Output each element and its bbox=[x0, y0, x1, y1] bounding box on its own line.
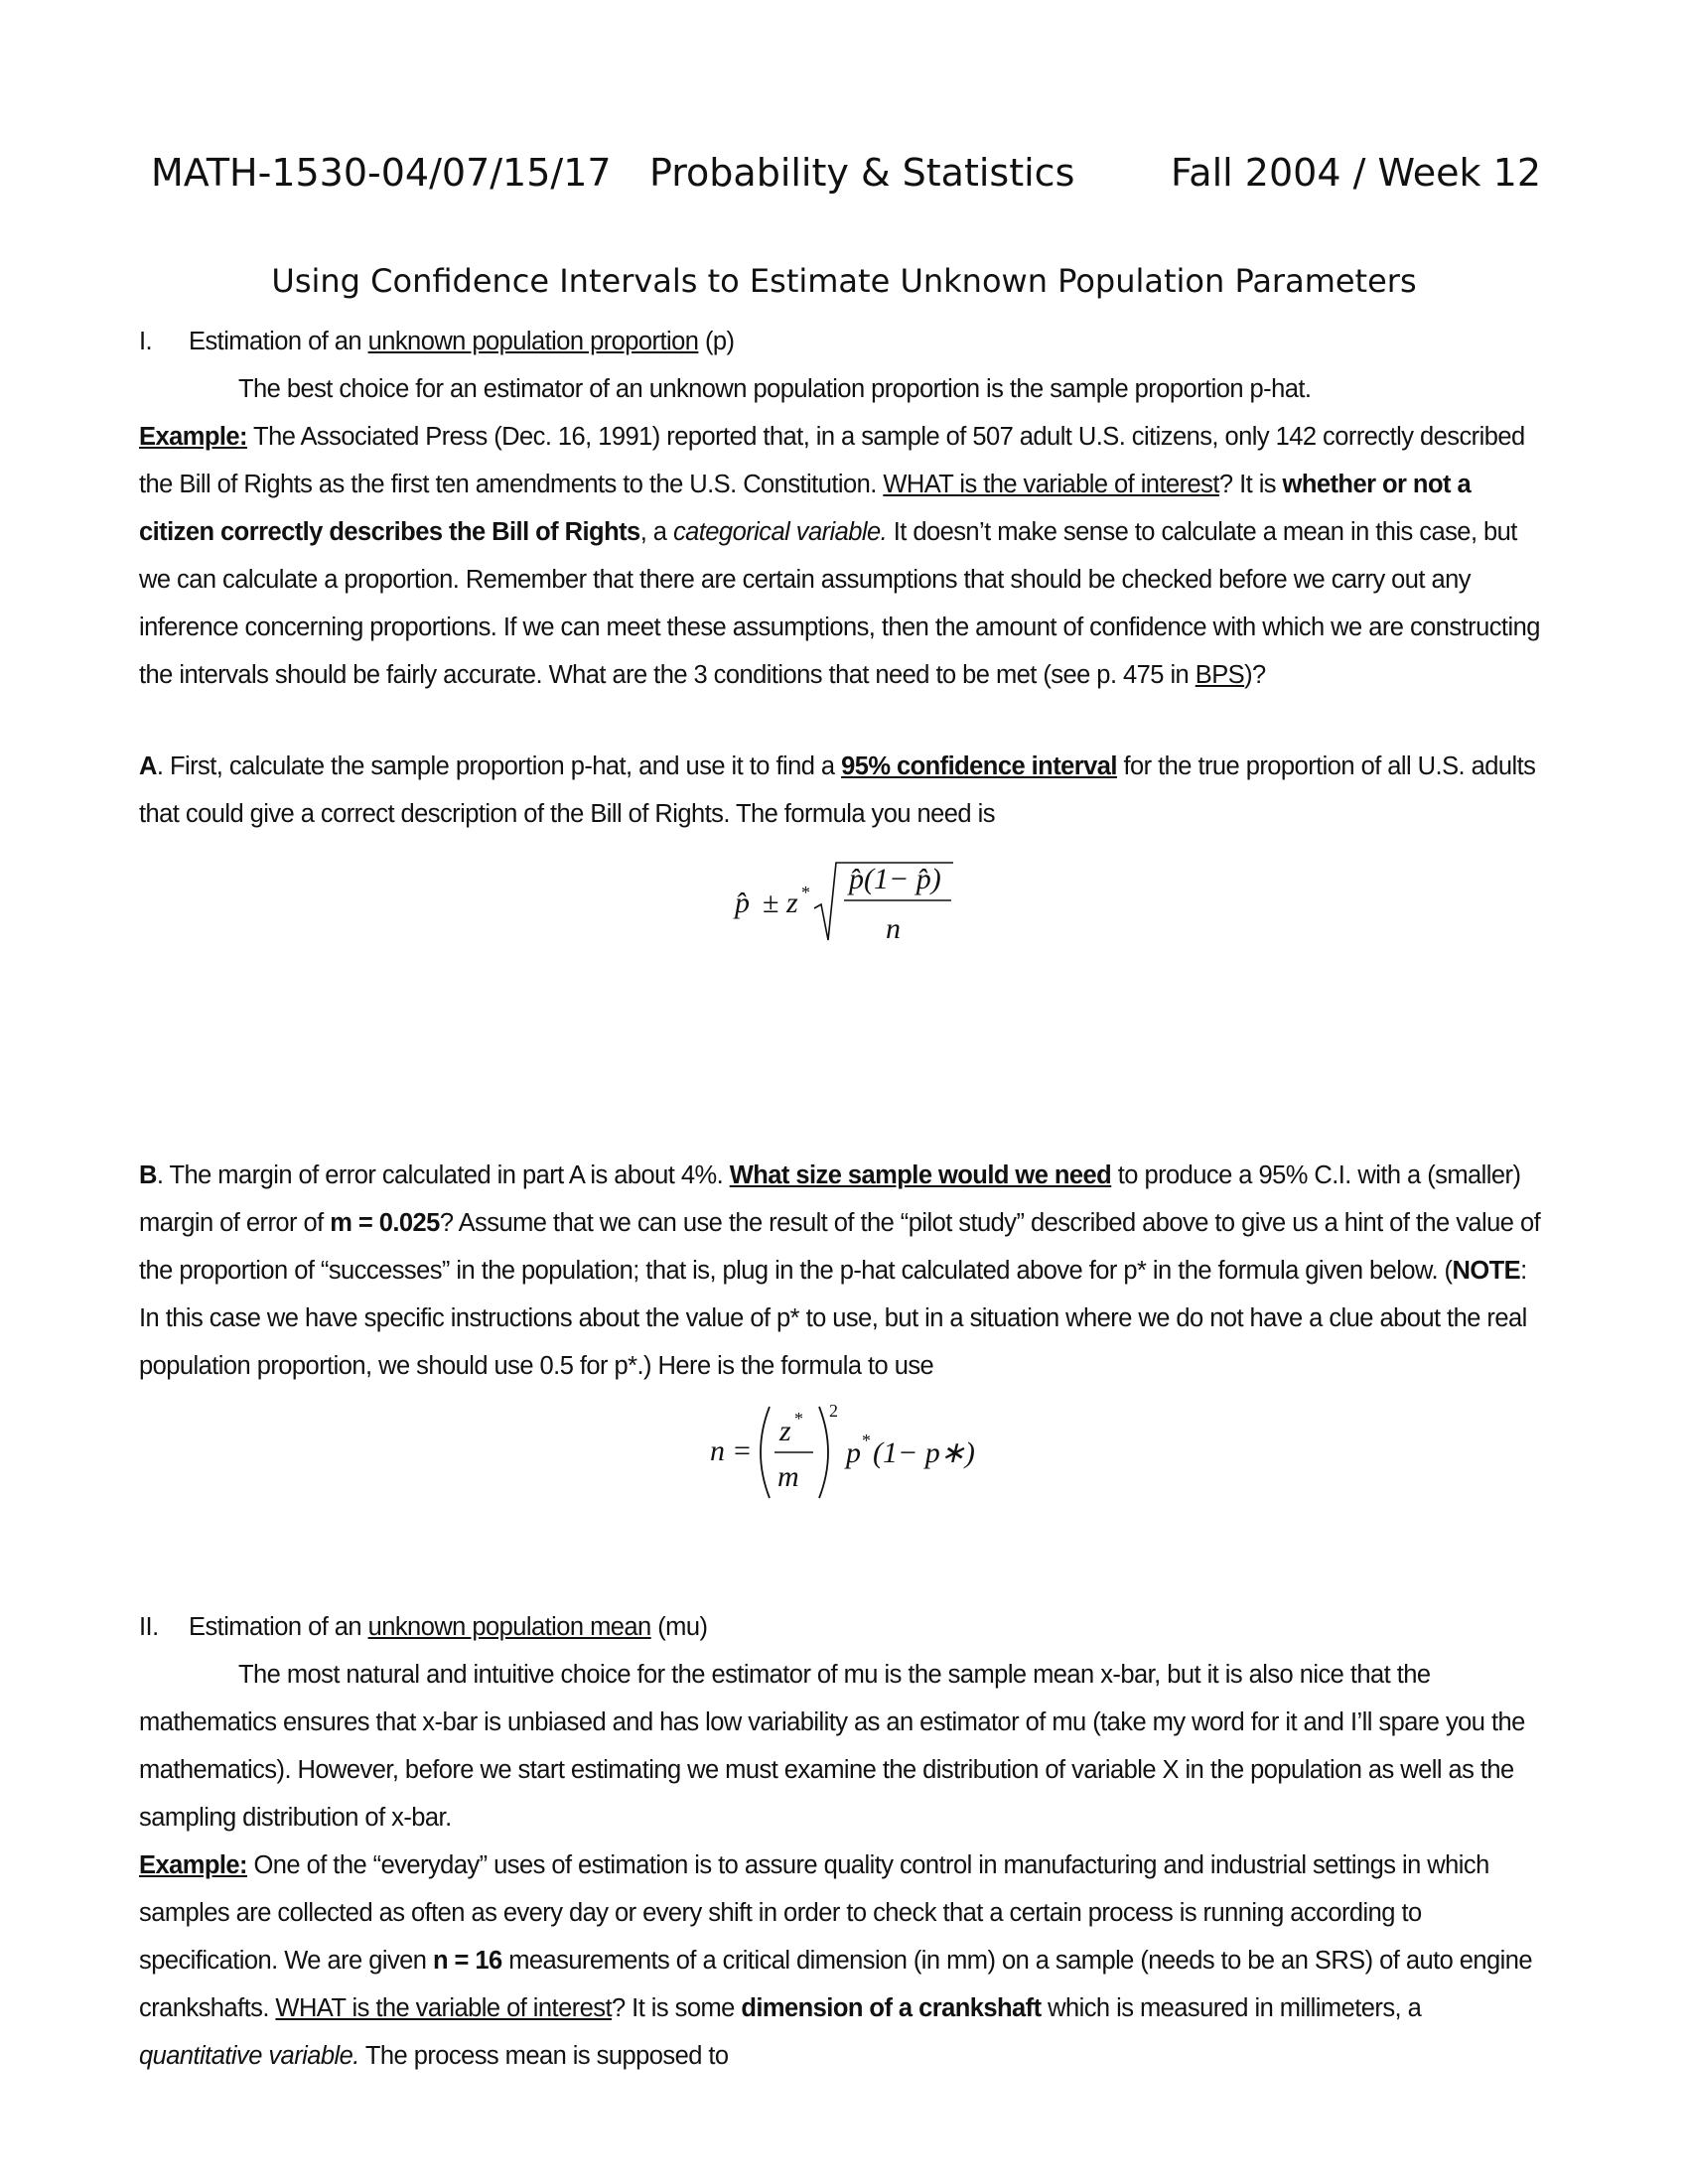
course-subject: Probability & Statistics bbox=[649, 151, 1075, 195]
section-1-numeral: I. bbox=[139, 328, 153, 355]
sample-size-formula bbox=[700, 1395, 998, 1504]
section-1-example: Example: The Associated Press (Dec. 16, 1991) reported that, in a sample of 507 adult U.S. citizens, only 142 correctly described the Bill of Rights as the first ten amendments to the U.S. Constitution. WHAT is the variable of interest? It is whether or not a citizen correctly describes the Bill of Rights, a categorical variable. It doesn’t make sense to calculate a mean in this case, but we can calculate a proportion. Remember that there are certain assumptions that should be checked before we carry out any inference concerning proportions. If we can meet these assumptions, then the amount of confidence with which we are constructing the intervals should be fairly accurate. What are the 3 conditions that need to be met (see p. 475 in BPS)? bbox=[139, 423, 1540, 689]
bps-reference: BPS bbox=[1195, 661, 1245, 689]
ci-z: z bbox=[786, 887, 798, 919]
ci-z-star: * bbox=[801, 883, 810, 902]
right-paren bbox=[819, 1407, 828, 1498]
ss-p-star: * bbox=[862, 1431, 871, 1450]
left-paren bbox=[761, 1407, 770, 1498]
section-2-heading: II. Estimation of an unknown population mean (mu) bbox=[139, 1603, 1549, 1651]
term-week: Fall 2004 / Week 12 bbox=[1170, 151, 1541, 195]
page-header bbox=[151, 151, 1541, 210]
ss-p: p bbox=[846, 1436, 861, 1469]
ss-equals: = bbox=[734, 1434, 751, 1467]
part-b bbox=[139, 1152, 1549, 1390]
section-1-intro: The best choice for an estimator of an unknown population proportion is the sample proportion p-hat. bbox=[238, 375, 1312, 403]
section-2-heading-term: unknown population mean bbox=[367, 1613, 651, 1641]
page-title: Using Confidence Intervals to Estimate Unknown Population Parameters bbox=[271, 262, 1417, 300]
section-1 bbox=[139, 318, 1549, 699]
ci-plusminus: ± bbox=[763, 887, 779, 919]
section-2-intro: The most natural and intuitive choice for the estimator of mu is the sample mean x-bar, but it is also nice that the mathematics ensures that x-bar is unbiased and has low variability as an estimator of mu (take my word for it and I’ll spare you the mathematics). However, before we start estimating we must examine the distribution of variable X in the population as well as the sampling distribution of x-bar. bbox=[139, 1661, 1525, 1832]
part-b-text: B. The margin of error calculated in part A is about 4%. What size sample would we need to produce a 95% C.I. with a (smaller) margin of error of m = 0.025? Assume that we can use the result of the “pilot study” described above to give us a hint of the value of the proportion of “successes” in the population; that is, plug in the p-hat calculated above for p* in the formula given below. (NOTE: In this case we have specific instructions about the value of p* to use, but in a situation where we do not have a clue about the real population proportion, we should use 0.5 for p*.) Here is the formula to use bbox=[139, 1161, 1541, 1380]
part-b-label: B bbox=[139, 1161, 157, 1189]
confidence-interval-formula bbox=[725, 849, 993, 958]
example-label: Example: bbox=[139, 423, 247, 451]
ss-tail: (1− p∗) bbox=[873, 1436, 975, 1469]
ss-n: n bbox=[710, 1434, 725, 1467]
course-code: MATH-1530-04/07/15/17 bbox=[151, 151, 612, 195]
section-1-heading: I. Estimation of an unknown population proportion (p) bbox=[139, 318, 1549, 365]
section-2-numeral: II. bbox=[139, 1613, 159, 1641]
ss-exponent: 2 bbox=[829, 1401, 838, 1421]
ss-z-star: * bbox=[794, 1409, 803, 1429]
part-a-text: A. First, calculate the sample proportion p-hat, and use it to find a 95% confidence interval for the true proportion of all U.S. adults that could give a correct description of the Bill of Rights. The formula you need is bbox=[139, 752, 1536, 828]
section-2 bbox=[139, 1603, 1549, 2080]
ss-z: z bbox=[779, 1415, 791, 1447]
example-label: Example: bbox=[139, 1851, 247, 1879]
ci-denominator: n bbox=[886, 912, 901, 945]
ci-phat: p̂ bbox=[735, 887, 750, 919]
section-2-example: Example: One of the “everyday” uses of estimation is to assure quality control in manufacturing and industrial settings in which samples are collected as often as every day or every shift in order to check that a certain process is running according to specification. We are given n = 16 measurements of a critical dimension (in mm) on a sample (needs to be an SRS) of auto engine crankshafts. WHAT is the variable of interest? It is some dimension of a crankshaft which is measured in millimeters, a quantitative variable. The process mean is supposed to bbox=[139, 1851, 1533, 2070]
ci-numerator: p̂(1− p̂) bbox=[849, 863, 941, 895]
part-a bbox=[139, 743, 1549, 838]
ss-m: m bbox=[777, 1460, 799, 1493]
part-a-label: A bbox=[139, 752, 157, 780]
section-1-heading-term: unknown population proportion bbox=[367, 328, 699, 355]
